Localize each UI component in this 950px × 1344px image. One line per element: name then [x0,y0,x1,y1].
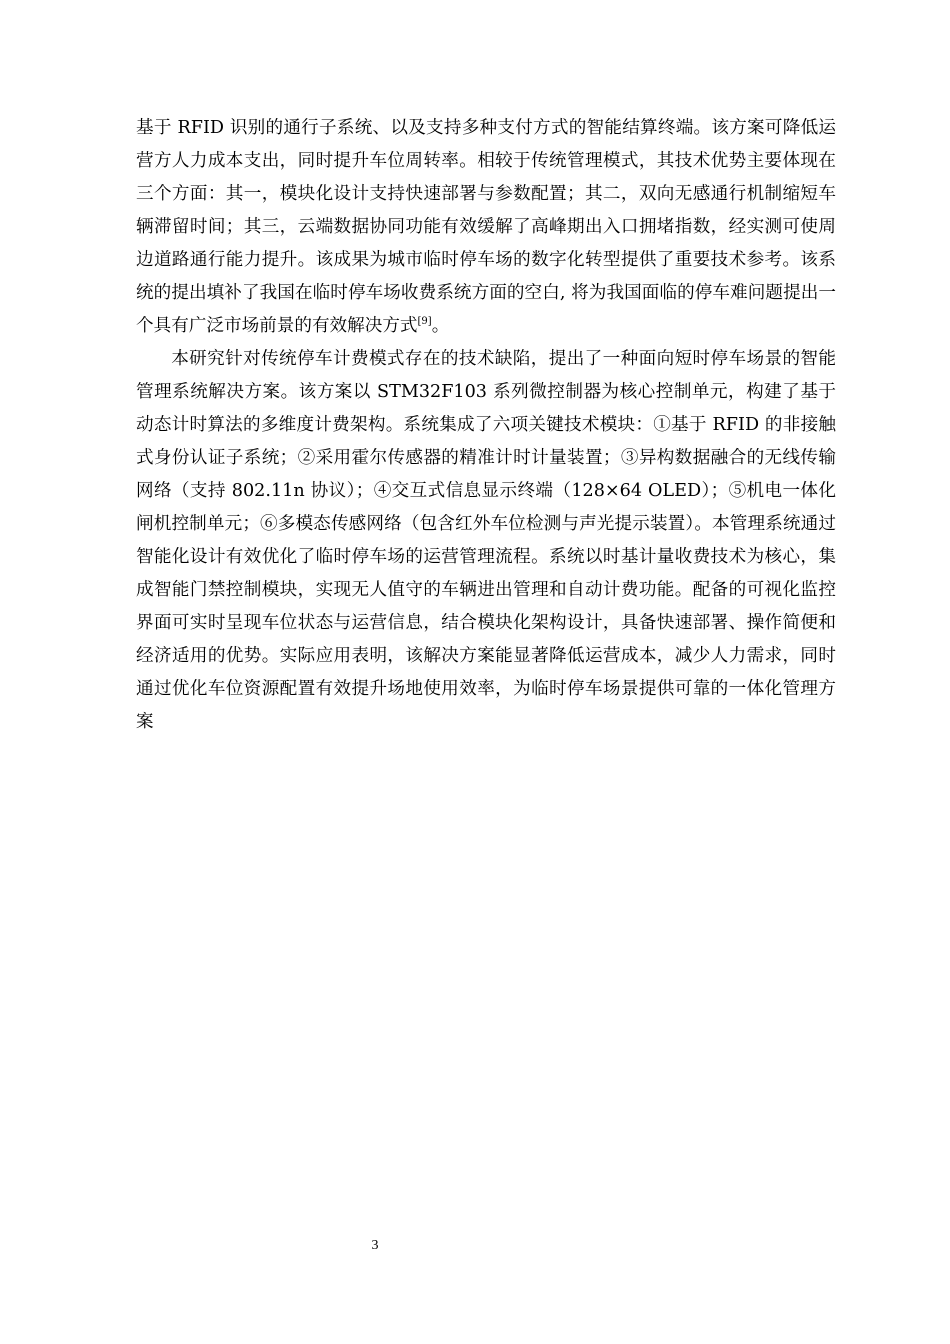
paragraph-2-text: 本研究针对传统停车计费模式存在的技术缺陷，提出了一种面向短时停车场景的智能管理系统解决方案。该方案以 STM32F103 系列微控制器为核心控制单元，构建了基于动态计时算法的多维度计费架构。系统集成了六项关键技术模块：①基于 RFID 的非接触式身份认证子系统；②采用霍尔传感器的精准计时计量装置；③异构数据融合的无线传输网络（支持 802.11n 协议）；④交互式信息显示终端（128×64 OLED）；⑤机电一体化闸机控制单元；⑥多模态传感网络（包含红外车位检测与声光提示装置）。本管理系统通过智能化设计有效优化了临时停车场的运营管理流程。系统以时基计量收费技术为核心，集成智能门禁控制模块，实现无人值守的车辆进出管理和自动计费功能。配备的可视化监控界面可实时呈现车位状态与运营信息，结合模块化架构设计，具备快速部署、操作简便和经济适用的优势。实际应用表明，该解决方案能显著降低运营成本，减少人力需求，同时通过优化车位资源配置有效提升场地使用效率，为临时停车场景提供可靠的一体化管理方案 [136,349,836,732]
document-body [136,112,836,739]
paragraph-2 [136,343,836,739]
paragraph-1-tail: 。 [431,316,450,336]
page-number: 3 [371,1238,379,1253]
paragraph-1 [136,112,836,343]
paragraph-1-text: 基于 RFID 识别的通行子系统、以及支持多种支付方式的智能结算终端。该方案可降低运营方人力成本支出，同时提升车位周转率。相较于传统管理模式，其技术优势主要体现在三个方面：其一，模块化设计支持快速部署与参数配置；其二，双向无感通行机制缩短车辆滞留时间；其三，云端数据协同功能有效缓解了高峰期出入口拥堵指数，经实测可使周边道路通行能力提升。该成果为城市临时停车场的数字化转型提供了重要技术参考。该系统的提出填补了我国在临时停车场收费系统方面的空白, 将为我国面临的停车难问题提出一个具有广泛市场前景的有效解决方式 [136,118,836,336]
citation-ref[interactable]: [9] [417,316,432,328]
